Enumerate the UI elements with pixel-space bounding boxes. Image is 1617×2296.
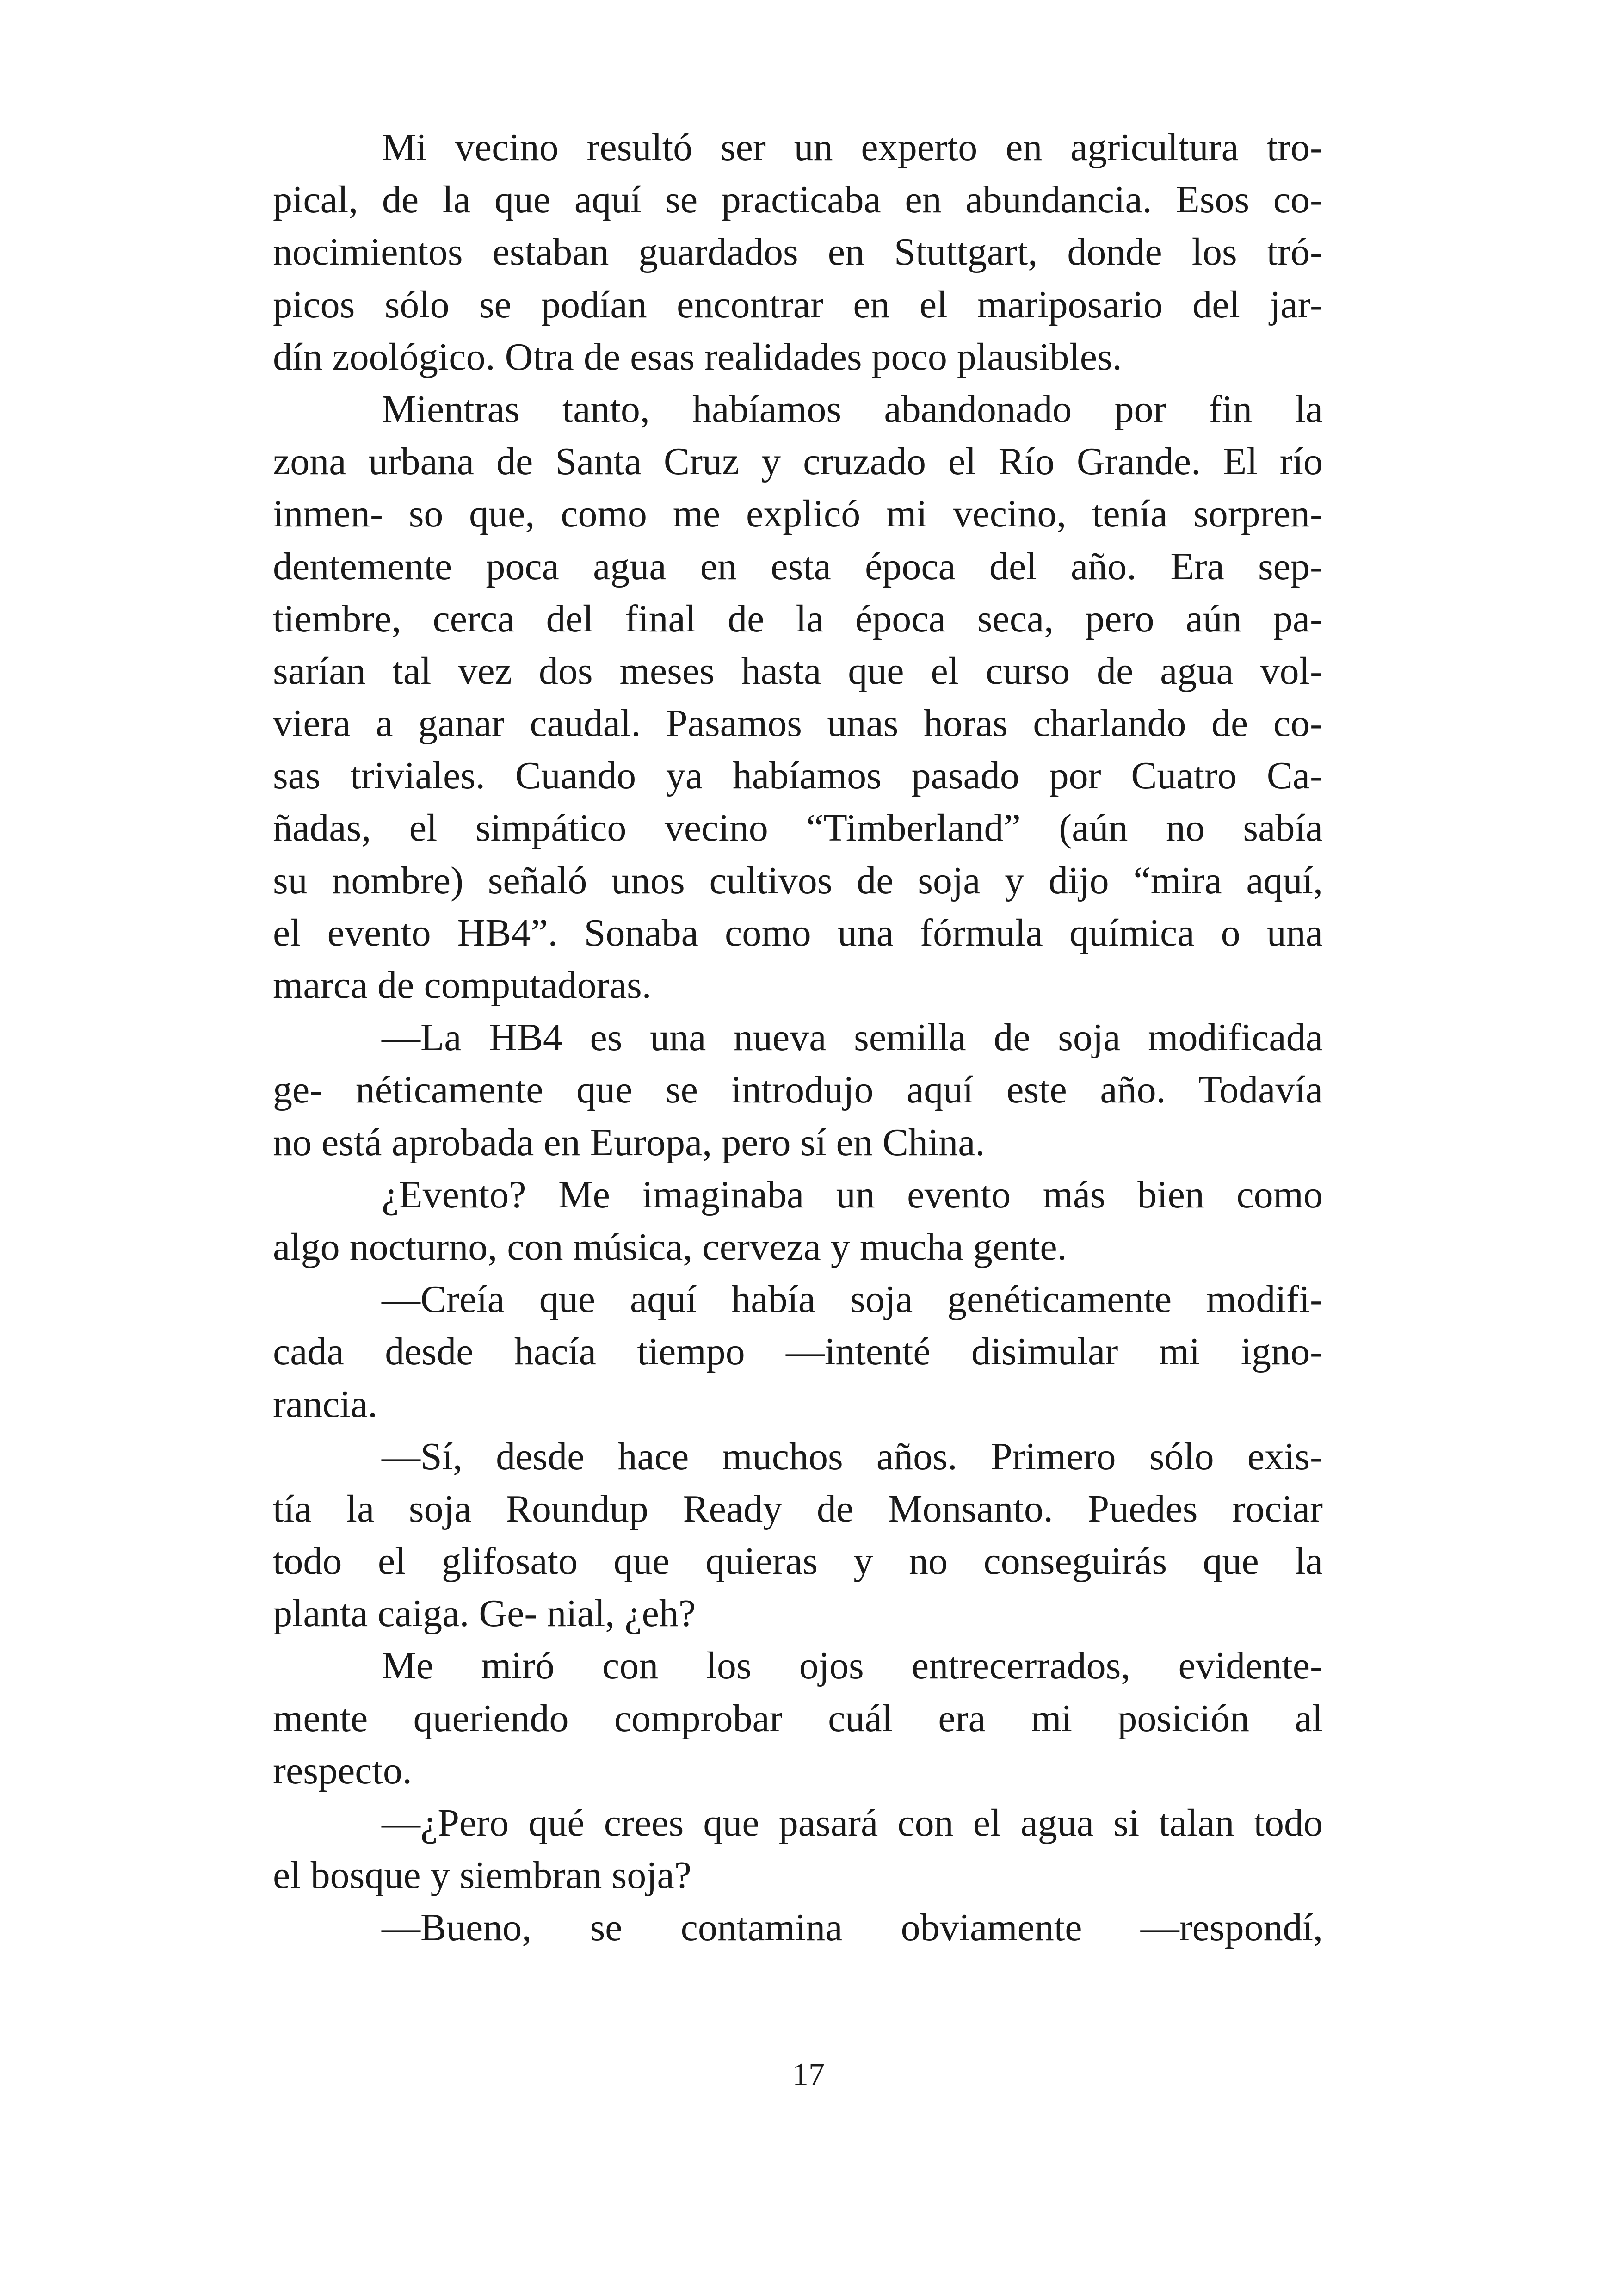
text-line: rancia. xyxy=(273,1382,378,1426)
text-line: mente queriendo comprobar cuál era mi posición al xyxy=(273,1696,1323,1740)
text-line: zona urbana de Santa Cruz y cruzado el Río Grande. El río xyxy=(273,440,1323,483)
text-line: algo nocturno, con música, cerveza y mucha gente. xyxy=(273,1225,1067,1269)
text-line: Me miró con los ojos entrecerrados, evidente- xyxy=(382,1644,1323,1688)
body-text xyxy=(273,121,1323,1954)
text-line: Mientras tanto, habíamos abandonado por fin la xyxy=(382,387,1323,431)
text-line: ¿Evento? Me imaginaba un evento más bien como xyxy=(382,1173,1323,1216)
text-line: ge- néticamente que se introdujo aquí este año. Todavía xyxy=(273,1068,1323,1112)
dialogue-line: —Creía que aquí había soja genéticamente modifi- xyxy=(382,1278,1323,1321)
text-line: planta caiga. Ge- nial, ¿eh? xyxy=(273,1592,696,1635)
dialogue-line: —Bueno, se contamina obviamente —respondí, xyxy=(382,1906,1323,1949)
dialogue-line: —Sí, desde hace muchos años. Primero sólo exis- xyxy=(382,1435,1323,1478)
dialogue-line: —La HB4 es una nueva semilla de soja modificada xyxy=(382,1016,1323,1059)
text-line: su nombre) señaló unos cultivos de soja y dijo “mira aquí, xyxy=(273,859,1323,902)
text-line: ñadas, el simpático vecino “Timberland” (aún no sabía xyxy=(273,806,1323,850)
text-line: Mi vecino resultó ser un experto en agricultura tro- xyxy=(382,126,1323,169)
text-line: dentemente poca agua en esta época del año. Era sep- xyxy=(273,545,1323,588)
text-line: inmen- so que, como me explicó mi vecino, tenía sorpren- xyxy=(273,492,1323,536)
text-line: marca de computadoras. xyxy=(273,964,652,1007)
text-line: sarían tal vez dos meses hasta que el curso de agua vol- xyxy=(273,649,1323,693)
text-line: nocimientos estaban guardados en Stuttgart, donde los tró- xyxy=(273,230,1323,274)
text-line: pical, de la que aquí se practicaba en abundancia. Esos co- xyxy=(273,178,1323,222)
text-line: dín zoológico. Otra de esas realidades poco plausibles. xyxy=(273,335,1122,378)
text-line: respecto. xyxy=(273,1749,412,1792)
text-line: sas triviales. Cuando ya habíamos pasado por Cuatro Ca- xyxy=(273,754,1323,798)
text-line: tiembre, cerca del final de la época seca, pero aún pa- xyxy=(273,597,1323,640)
text-line: tía la soja Roundup Ready de Monsanto. Puedes rociar xyxy=(273,1487,1323,1530)
text-line: cada desde hacía tiempo —intenté disimular mi igno- xyxy=(273,1330,1323,1374)
dialogue-line: —¿Pero qué crees que pasará con el agua si talan todo xyxy=(382,1801,1323,1844)
text-line: viera a ganar caudal. Pasamos unas horas charlando de co- xyxy=(273,702,1323,745)
text-line: el evento HB4”. Sonaba como una fórmula química o una xyxy=(273,911,1323,954)
text-line: el bosque y siembran soja? xyxy=(273,1854,692,1897)
page-number: 17 xyxy=(792,2057,825,2092)
text-line: picos sólo se podían encontrar en el mariposario del jar- xyxy=(273,283,1323,326)
text-line: no está aprobada en Europa, pero sí en China. xyxy=(273,1120,985,1164)
text-line: todo el glifosato que quieras y no conseguirás que la xyxy=(273,1540,1323,1583)
